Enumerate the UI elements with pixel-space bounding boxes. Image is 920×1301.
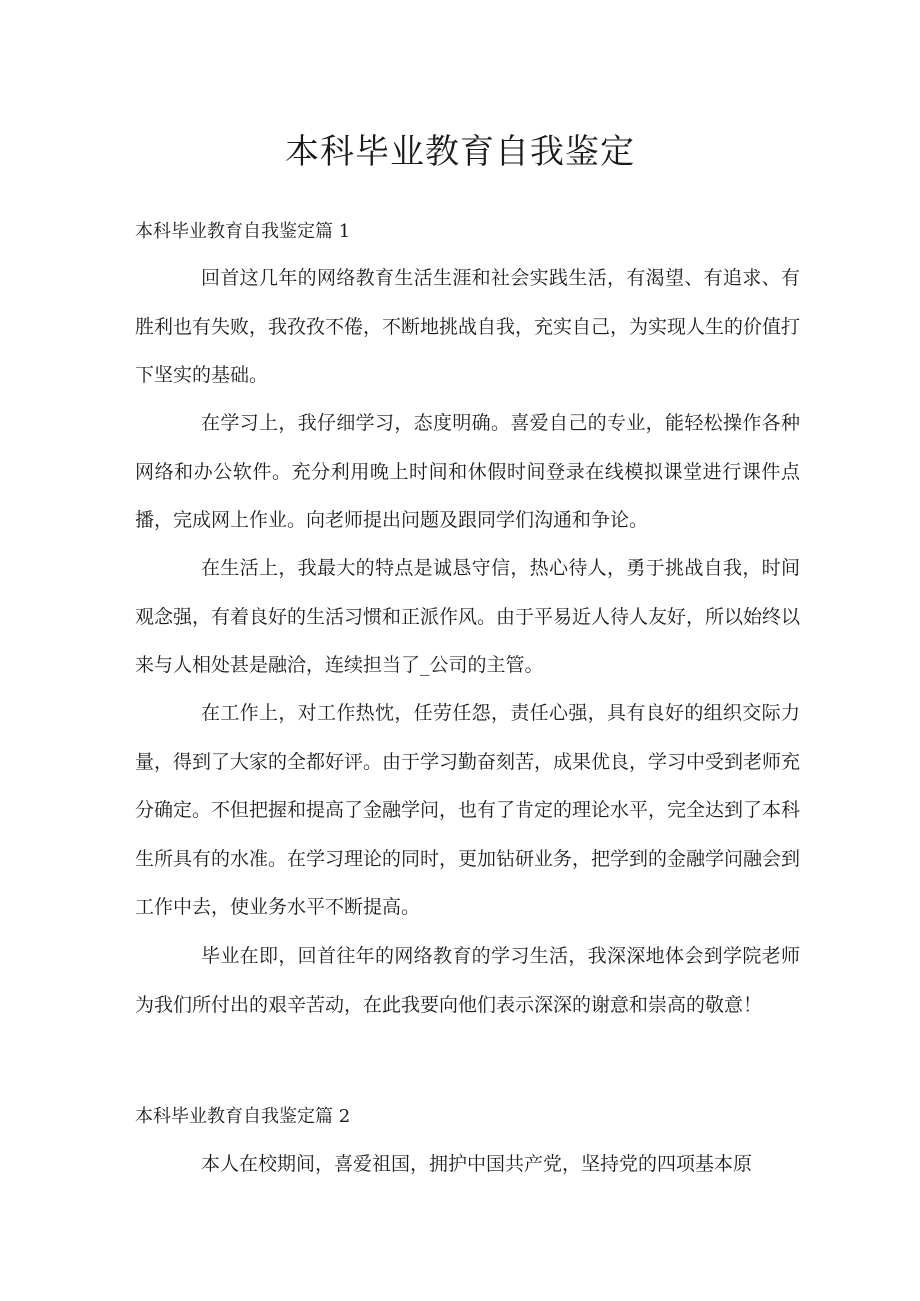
document-title: 本科毕业教育自我鉴定 [285, 132, 635, 172]
section-heading-2: 本科毕业教育自我鉴定篇 2 [135, 1106, 351, 1127]
paragraph-1-1: 回首这几年的网络教育生活生涯和社会实践生活，有渴望、有追求、有胜利也有失败，我孜孜不倦，不断地挑战自我，充实自己，为实现人生的价值打下坚实的基础。 [135, 267, 801, 386]
section-heading-1: 本科毕业教育自我鉴定篇 1 [135, 221, 351, 242]
paragraph-2-1: 本人在校期间，喜爱祖国，拥护中国共产党，坚持党的四项基本原 [201, 1153, 753, 1175]
paragraph-1-3: 在生活上，我最大的特点是诚恳守信，热心待人，勇于挑战自我，时间观念强，有着良好的生活习惯和正派作风。由于平易近人待人友好，所以始终以来与人相处甚是融洽，连续担当了_公司的主管。 [135, 557, 801, 676]
paragraph-1-2: 在学习上，我仔细学习，态度明确。喜爱自己的专业，能轻松操作各种网络和办公软件。充分利用晚上时间和休假时间登录在线模拟课堂进行课件点播，完成网上作业。向老师提出问题及跟同学们沟通和争论。 [135, 412, 800, 531]
paragraph-1-4: 在工作上，对工作热忱，任劳任怨，责任心强，具有良好的组织交际力量，得到了大家的全都好评。由于学习勤奋刻苦，成果优良，学习中受到老师充分确定。不但把握和提高了金融学问，也有了肯定的理论水平，完全达到了本科生所具有的水准。在学习理论的同时，更加钻研业务，把学到的金融学问融会到工作中去，使业务水平不断提高。 [135, 702, 801, 918]
paragraph-1-5: 毕业在即，回首往年的网络教育的学习生活，我深深地体会到学院老师为我们所付出的艰辛苦动，在此我要向他们表示深深的谢意和崇高的敬意！ [135, 945, 800, 1016]
